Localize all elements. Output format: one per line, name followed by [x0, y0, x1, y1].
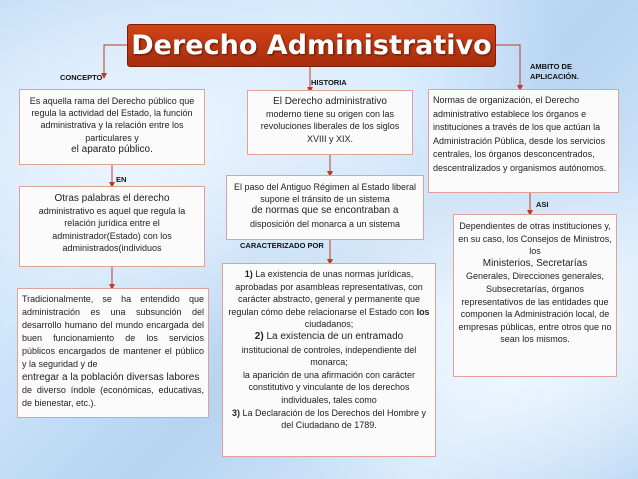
historia-lead: El Derecho administrativo [273, 96, 387, 107]
connector-ambito [496, 45, 520, 88]
caracter-item-2-lead: La existencia de un entramado [266, 330, 404, 342]
ambito-text: Normas de organización, el Derecho administrativo establece los órganos e instituciones a través de los que actúan la Administración Pública, desde los servicios centrales, los órganos desconcentrados, descentralizados y organismos autónomos. [433, 95, 607, 173]
connector-concepto [104, 45, 127, 76]
label-concepto: CONCEPTO [60, 73, 103, 82]
concepto-emph: el aparato público. [71, 143, 153, 155]
ambito-box [428, 89, 619, 193]
concepto-box [19, 89, 205, 165]
label-asi: ASI [536, 200, 549, 209]
caracter-item-3-num: 3) [231, 407, 240, 418]
en-box [19, 186, 205, 267]
caracter-item-2-num: 2) [254, 330, 264, 342]
paso-text1: El paso del Antiguo Régimen al Estado liberal supone el tránsito de un sistema [233, 182, 417, 205]
asi-text1: Dependientes de otras instituciones y, en su caso, los Consejos de Ministros, los [458, 221, 612, 257]
historia-box [247, 90, 413, 155]
en-text: administrativo es aquel que regula la relación jurídica entre el administrador(Estado) con los administrados(individuos [38, 206, 186, 253]
label-ambito: AMBITO DE APLICACIÓN. [530, 62, 579, 81]
asi-text2: Generales, Direcciones generales, Subsecretarías, órganos representativos de las entidades que componen la Administración local, de empresas públicas, entre otros que no sean los mismos. [458, 271, 612, 345]
asi-emph: Ministerios, Secretarías [482, 257, 588, 269]
caracter-item-2-text: institucional de controles, independiente del monarca; [241, 344, 417, 368]
paso-text2: disposición del monarca a un sistema [249, 218, 401, 229]
page-title: Derecho Administrativo [127, 24, 496, 67]
caracter-item-1-tail: ciudadanos; [304, 319, 354, 330]
label-en: EN [116, 175, 127, 184]
caracter-item-3 [226, 407, 432, 432]
tradicion-text: Tradicionalmente, se ha entendido que administración es una subsunción del desarrollo humano del mundo encargada del buen funcionamiento de los servicios públicos encargados de mantener el público y la seguridad y de [22, 294, 204, 369]
caracter-item-1-num: 1) [244, 269, 253, 279]
concepto-text: Es aquella rama del Derecho público que regula la actividad del Estado, la función administrativa y la relación entre los particulares y [29, 96, 195, 143]
tradicion-tail: de diverso índole (económicas, educativas, de bienestar, etc.). [22, 385, 204, 408]
caracter-box [222, 263, 436, 457]
paso-box [226, 175, 424, 240]
historia-text: moderno tiene su origen con las revoluciones liberales de los siglos XVIII y XIX. [260, 109, 400, 144]
asi-box [453, 214, 617, 377]
paso-emph: de normas que se encontraban a [251, 205, 399, 217]
label-caracterizado: CARACTERIZADO POR [240, 241, 324, 250]
caracter-item-1 [226, 268, 432, 331]
label-historia: HISTORIA [311, 78, 347, 87]
caracter-item-1-bold: los [416, 306, 430, 317]
caracter-item-2 [226, 331, 432, 344]
caracter-item-2b-text: la aparición de una afirmación con carácter constitutivo y vinculante de los derechos individuales, tales como [242, 369, 416, 405]
caracter-item-3-text: La Declaración de los Derechos del Hombre y del Ciudadano de 1789. [242, 407, 427, 431]
caracter-item-1-text: La existencia de unas normas jurídicas, aprobadas por asambleas representativas, con carácter abstracto, general y permanente que regulan cómo debe relacionarse el Estado con [228, 269, 423, 317]
en-lead: Otras palabras el derecho [54, 193, 170, 204]
tradicion-box [17, 288, 209, 418]
tradicion-emph: entregar a la población diversas labores [22, 372, 200, 383]
